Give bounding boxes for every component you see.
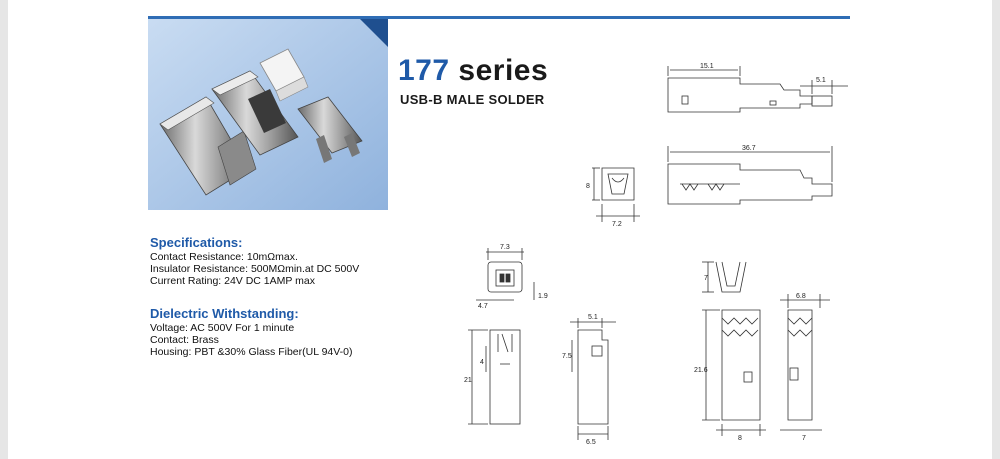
dielectric-line: Contact: Brass (150, 334, 219, 346)
series-word: series (458, 54, 549, 87)
spec-line: Current Rating: 24V DC 1AMP max (150, 275, 315, 287)
dim-8-bottom: 8 (738, 435, 742, 442)
side-view-tall (562, 314, 616, 446)
series-number: 177 (398, 54, 450, 87)
dim-6-5: 6.5 (586, 439, 596, 446)
dim-6-8: 6.8 (796, 293, 806, 300)
dim-5-1-mid: 5.1 (588, 314, 598, 321)
dim-4-7: 4.7 (478, 303, 488, 310)
product-subtitle: USB-B MALE SOLDER (400, 92, 545, 107)
dim-7-bottom: 7 (802, 435, 806, 442)
dim-21-6: 21.6 (694, 367, 708, 374)
dim-21-left: 21 (464, 377, 472, 384)
dim-4-left: 4 (480, 359, 484, 366)
dim-7-5: 7.5 (562, 353, 572, 360)
front-view-tall (464, 330, 520, 424)
dielectric-heading: Dielectric Withstanding: (150, 306, 299, 321)
u-clip-view (702, 262, 746, 292)
dim-5-1-top: 5.1 (816, 77, 826, 84)
dielectric-line: Housing: PBT &30% Glass Fiber(UL 94V-0) (150, 346, 353, 358)
side-view-long (668, 145, 832, 204)
side-view-top (668, 63, 848, 112)
end-view-small (586, 168, 640, 228)
spec-line: Insulator Resistance: 500MΩmin.at DC 500V (150, 263, 360, 275)
spec-line: Contact Resistance: 10mΩmax. (150, 251, 298, 263)
front-view-small (476, 244, 548, 310)
dielectric-line: Voltage: AC 500V For 1 minute (150, 322, 295, 334)
dim-7-3: 7.3 (500, 244, 510, 251)
dim-15-1: 15.1 (700, 63, 714, 70)
dim-8-side: 8 (586, 183, 590, 190)
shell-view-a (694, 310, 766, 442)
dim-36-7: 36.7 (742, 145, 756, 152)
dim-7-vert: 7 (704, 275, 708, 282)
specifications-heading: Specifications: (150, 235, 243, 250)
shell-view-b (780, 293, 830, 442)
dim-1-9: 1.9 (538, 293, 548, 300)
dim-7-2: 7.2 (612, 221, 622, 228)
